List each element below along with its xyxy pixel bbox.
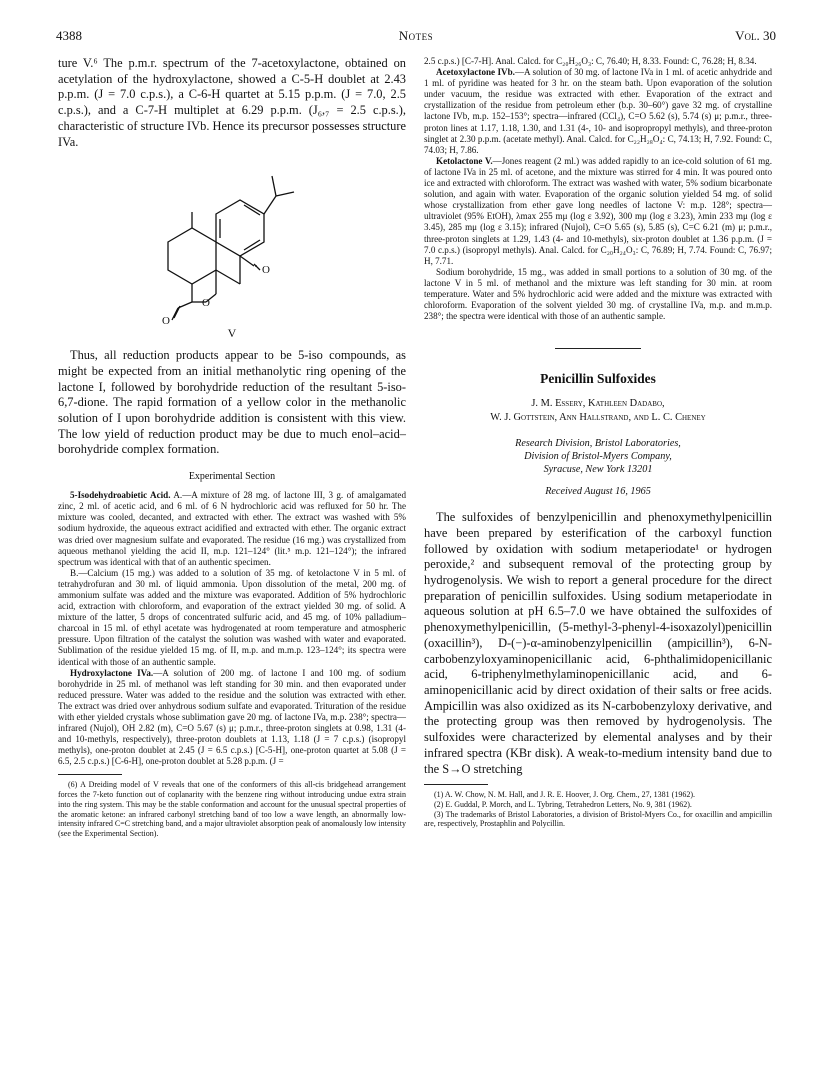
run-in-heading: Acetoxylactone IVb.: [436, 67, 515, 78]
structure-figure: [58, 150, 406, 348]
affiliation-line-2: Division of Bristol-Myers Company,: [524, 451, 672, 463]
experimental-para-1: [58, 490, 406, 568]
authors-line-2: W. J. Gottstein, Ann Hallstrand, and L. C. Cheney: [490, 412, 706, 424]
author-list: [424, 397, 772, 425]
reference-2: (2) E. Guddal, P. Morch, and L. Tybring, Tetrahedron Letters, No. 9, 381 (1962).: [434, 799, 692, 809]
ketolactone-structure-diagram: [144, 156, 314, 326]
section-heading: Experimental Section: [188, 471, 276, 483]
reference-1: (1) A. W. Chow, N. M. Hall, and J. R. E. Hoover, J. Org. Chem., 27, 1381 (1962).: [434, 790, 695, 800]
run-in-heading: Ketolactone V.: [436, 155, 493, 166]
experimental-para-3: [58, 668, 406, 768]
footnote-rule: [424, 784, 488, 785]
svg-text:O: O: [202, 297, 210, 310]
authors-line-1: J. M. Essery, Kathleen Dadabo,: [531, 398, 665, 410]
svg-text:O: O: [162, 315, 170, 327]
footnote-6: (6) A Dreiding model of V reveals that one of the conformers of this all-cis bridgehead arrangement forces the 7-keto function out of coplanarity with the benzene ring without introducing undue extra strain into the ring system. This may be the stable conformation and account for the unusual spectral properties of the aromatic ketone: an infrared carbonyl stretching band of too low a wave length, an abnormally low-intensity infrared C=C stretching band, and a major ultraviolet absorption peak of anomalously low intensity (see the Experimental Section).: [58, 780, 406, 838]
volume-label: Vol. 30: [735, 28, 776, 43]
para-text: —A solution of 30 mg. of lactone IVa in 1 ml. of acetic anhydride and 1 ml. of pyridine was heated for 3 hr. on the steam bath. Upon evaporation of the solution under vacuum, the residue was extracted with ether. Evaporation of the extract and crystallization of the residue from petroleum ether (b.p. 30–60°) gave 32 mg. of crystalline lactone IVb, m.p. 152–153°; spectra—infrared (CCl₄), C=O 5.62 (s), 5.74 (s) μ; p.m.r., three-proton lines at 1.17, 1.18, 1.30, and 1.31 (4-, 10- and isopropropyl methyls), and three-proton singlet at 2.30 p.p.m. (acetate methyl). Anal. Calcd. for C₂₂H₂₈O₄: C, 74.13; H, 7.92. Found: C, 74.03; H, 7.86.: [424, 67, 772, 155]
affiliation-line-3: Syracuse, New York 13201: [543, 464, 653, 476]
run-in-heading: 5-Isodehydroabietic Acid.: [70, 490, 171, 501]
footnote-rule: [58, 774, 122, 775]
acetoxylactone-paragraph: [424, 67, 772, 156]
article-divider: [555, 348, 641, 349]
para-text: —A solution of 200 mg. of lactone I and 100 mg. of sodium borohydride in 25 ml. of methanol was left standing for 30 min. and then evaporated under reduced pressure. Water was added to the residue and the solution was extracted with ether. The extract was dried over anhydrous sodium sulfate and evaporated. Trituration of the residue with ether yielded crystals whose sublimation gave 20 mg. of lactone IVa, m.p. 238°; spectra—infrared (Nujol), OH 2.82 (m), C=O 5.67 (s) μ; p.m.r., three-proton singlets at 0.98, 1.31 (4- and 10-methyls, respectively), three-proton doublets at 1.13, 1.18 (J = 7 c.p.s.) (isopropyl methyls), one-proton doublet at 2.45 (J = 6.5 c.p.s.) [C-5-H], one-proton quartet at 5.08 (J = 6.5, 2.5 c.p.s.) [C-6-H], one-proton doublet at 5.28 p.p.m. (J =: [58, 667, 407, 767]
left-column: [58, 56, 406, 839]
discussion-paragraph: Thus, all reduction products appear to be 5-iso compounds, as might be expected from an initial methanolytic ring opening of the lactone I, followed by borohydride reduction of the resultant 5-iso-6,7-dione. The rapid formation of a yellow color in the methanolic solution of I upon borohydride addition is consistent with this view. The low yield of reduction product may be due to much enol–acid–borohydride complex formation.: [58, 348, 406, 457]
continuation-paragraph: 2.5 c.p.s.) [C-7-H]. Anal. Calcd. for C₂₀H₂₆O₃: C, 76.40; H, 8.33. Found: C, 76.28; H, 8.34.: [424, 56, 757, 66]
para-text: —Jones reagent (2 ml.) was added rapidly to an ice-cold solution of 61 mg. of lactone IVa in 25 ml. of acetone, and the mixture was stirred for 4 min. It was poured onto ice and extracted with chloroform. The extract was washed with water, 5% sodium bicarbonate solution, and again with water. Evaporation of the organic solution yielded 54 mg. of solid whose crystallization from ether gave long needles of lactone V: m.p. 128°; spectra—ultraviolet (95% EtOH), λmax 255 mμ (log ε 3.92), 300 mμ (log ε 3.23), λmin 233 mμ (log ε 3.45), 285 mμ (log ε 3.15); infrared (Nujol), C=O 5.65 (s), 5.85 (s), C=C 6.21 (m) μ; p.m.r., three-proton singlets at 1.29, 1.43 (4- and 10-methyls), six-proton doublet at 1.36 p.p.m. (J = 7.0 c.p.s.) (isopropyl methyls). Anal. Calcd. for C₂₀H₂₄O₃: C, 76.89; H, 7.74. Found: C, 76.97; H, 7.71.: [424, 155, 772, 266]
running-title: Notes: [398, 28, 434, 43]
page-number: 4388: [56, 28, 82, 43]
right-column: [424, 56, 772, 829]
reference-3: (3) The trademarks of Bristol Laboratories, a division of Bristol-Myers Co., for oxacillin and ampicillin are, respectively, Prostaphlin and Polycillin.: [424, 809, 772, 829]
intro-paragraph: ture V.⁶ The p.m.r. spectrum of the 7-acetoxylactone, obtained on acetylation of the hydroxylactone, showed a C-5-H doublet at 2.43 p.p.m. (J = 7.0 c.p.s.), a C-6-H quartet at 5.15 p.p.m. (J = 7.0, 2.5 c.p.s.), and a C-7-H multiplet at 6.29 p.p.m. (J₆,₇ = 2.5 c.p.s.), characteristic of structure IVb. Hence its precursor possesses structure IVa.: [58, 56, 406, 149]
article-body: The sulfoxides of benzylpenicillin and phenoxymethylpenicillin have been prepared by esterification of the carboxyl function followed by oxidation with sodium metaperiodate¹ or hydrogen peroxide,² and subsequent removal of the protecting group by hydrogenolysis. We wish to report a general procedure for the direct preparation of penicillin sulfoxides. Using sodium metaperiodate in aqueous solution at pH 6.5–7.0 we have obtained the sulfoxides of phenoxymethylpenicillin, (5-methyl-3-phenyl-4-isoxazolyl)penicillin (oxacillin³), D-(−)-α-aminobenzylpenicillin (ampicillin³), 6-N-carbobenzyloxyaminopenicillanic acid, 6-phthalimidopenicillanic acid, 6-triphenylmethylaminopenicillanic acid, and 6-aminopenicillanic acid by direct oxidation of their salts or free acids. Ampicillin was also oxidized as its N-carbobenzyloxy derivative, and the protecting group was then removed by hydrogenolysis. The sulfoxides were characterized by elemental analyses and by their infrared spectra (KBr disk). A weak-to-medium intensity band due to the S→O stretching: [424, 510, 772, 776]
experimental-para-2: B.—Calcium (15 mg.) was added to a solution of 35 mg. of ketolactone V in 5 ml. of tetrahydrofuran and 30 ml. of liquid ammonia. Upon dissolution of the metal, 200 mg. of ammonium sulfate was added and the mixture was evaporated. Addition of 5% hydrochloric acid, extraction with chloroform, and evaporation of the extract yielded 30 mg. of solid. A mixture of the latter, 5 drops of concentrated sulfuric acid, and 45 mg. of 10% palladium–charcoal in 15 ml. of ethyl acetate was hydrogenated at room temperature and atmospheric pressure. Upon filtration of the catalyst the solution was washed with water and evaporated. Sublimation of the residue yielded 15 mg. of II, m.p. and m.m.p. 123–124°; its spectra were identical with those of an authentic sample.: [58, 567, 406, 667]
figure-label: V: [227, 326, 237, 341]
article-title: Penicillin Sulfoxides: [540, 371, 656, 387]
affiliation: [424, 437, 772, 476]
para-text: A.—A mixture of 28 mg. of lactone III, 3 g. of amalgamated zinc, 2 ml. of acetic acid, and 6 ml. of 6 N hydrochloric acid was refluxed for 50 hr. The mixture was cooled, decanted, and extracted with ether. The extract was washed with 5% sodium hydroxide, the aqueous extract acidified and extracted with ether. The organic extract was dried over magnesium sulfate and evaporated. The residue (16 mg.) was crystallized from aqueous methanol yielding the acid II, m.p. 121–124° (lit.⁵ m.p. 121–124°); the infrared spectrum was identical with that of an authentic specimen.: [58, 490, 407, 567]
page-header: [56, 28, 776, 46]
svg-text:O: O: [262, 264, 270, 277]
affiliation-line-1: Research Division, Bristol Laboratories,: [515, 438, 681, 450]
received-date: Received August 16, 1965: [545, 486, 651, 498]
borohydride-paragraph: Sodium borohydride, 15 mg., was added in small portions to a solution of 30 mg. of the lactone V in 5 ml. of methanol and the mixture was left standing for 30 min. at room temperature. Water and 5% hydrochloric acid were added and the mixture was extracted with chloroform. Evaporation of the solvent yielded 30 mg. of crystalline IVa, m.p. and m.m.p. 238°; the spectra were identical with those of an authentic sample.: [424, 266, 772, 322]
run-in-heading: Hydroxylactone IVa.: [70, 667, 154, 678]
ketolactone-paragraph: [424, 156, 772, 267]
